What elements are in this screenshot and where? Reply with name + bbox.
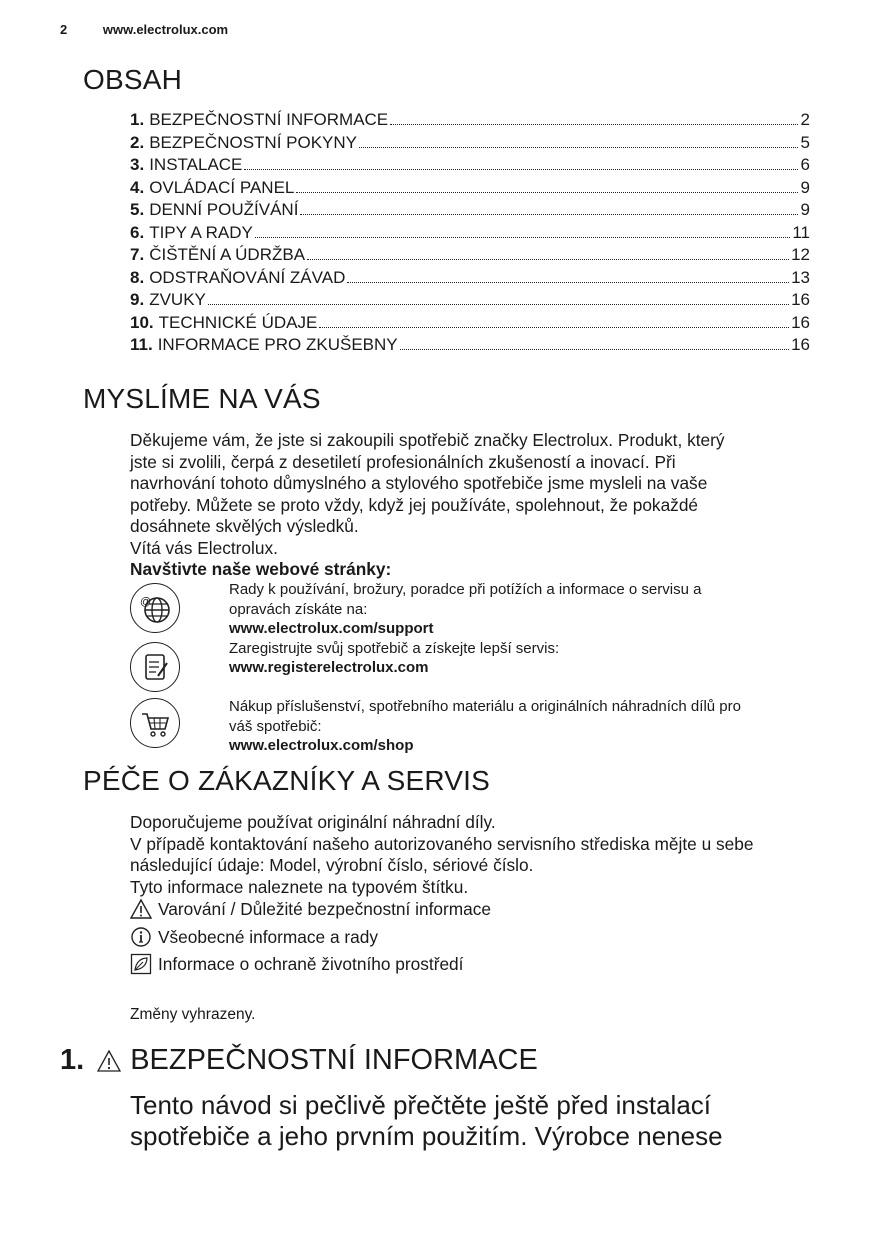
cart-icon (130, 698, 180, 748)
toc-item-number: 6. (130, 222, 145, 242)
toc-leader (319, 327, 789, 328)
text-line: navrhování tohoto důmyslného a stylového spotřebiče jsme mysleli na vaše (130, 473, 708, 493)
text-line: Tento návod si pečlivě přečtěte ještě před instalací (130, 1090, 712, 1120)
text-line: dosáhnete skvělých výsledků. (130, 516, 359, 536)
text-line: Tyto informace naleznete na typovém štítku. (130, 876, 469, 897)
toc-item-label: ODSTRAŇOVÁNÍ ZÁVAD (149, 267, 346, 287)
section-number: 1. (60, 1044, 85, 1076)
toc-item[interactable] (130, 178, 810, 201)
toc-item[interactable] (130, 133, 810, 156)
toc-item[interactable] (130, 245, 810, 268)
svg-text:@: @ (140, 596, 152, 608)
legend-text: Všeobecné informace a rady (158, 926, 378, 947)
toc-item-label: INSTALACE (149, 155, 243, 174)
toc-leader (255, 237, 791, 238)
toc-item-label: ZVUKY (149, 290, 206, 309)
toc-item-number: 7. (130, 245, 145, 264)
info-icon (130, 926, 152, 948)
toc-item[interactable] (130, 313, 810, 336)
toc-leader (390, 124, 798, 125)
text-line: váš spotřebič: (229, 717, 322, 735)
toc-item[interactable] (130, 155, 810, 178)
legend-environment (130, 953, 463, 975)
visit-label: Navštivte naše webové stránky: (130, 559, 392, 579)
thinking-title: MYSLÍME NA VÁS (83, 383, 321, 414)
toc-item-label: BEZPEČNOSTNÍ INFORMACE (149, 110, 389, 129)
warning-icon (130, 898, 152, 920)
thinking-text (130, 430, 820, 581)
changes-note: Změny vyhrazeny. (130, 1006, 256, 1023)
toc-item-label: TECHNICKÉ ÚDAJE (158, 312, 318, 332)
text-line: Rady k používání, brožury, poradce při potížích a informace o servisu a (229, 581, 702, 598)
text-line: Nákup příslušenství, spotřebního materiálu a originálních náhradních dílů pro (229, 698, 741, 715)
leaf-icon (130, 953, 152, 975)
text-line: Doporučujeme používat originální náhradní díly. (130, 812, 496, 832)
header-url[interactable]: www.electrolux.com (102, 22, 229, 37)
table-of-contents (130, 110, 810, 358)
toc-item-page: 16 (791, 335, 810, 354)
toc-item-label: DENNÍ POUŽÍVÁNÍ (149, 200, 299, 219)
text-line: Zaregistrujte svůj spotřebič a získejte lepší servis: (229, 639, 560, 657)
legend-text: Informace o ochraně životního prostředí (158, 953, 464, 974)
care-title: PÉČE O ZÁKAZNÍKY A SERVIS (83, 765, 491, 796)
text-line: následující údaje: Model, výrobní číslo, sériové číslo. (130, 855, 534, 875)
toc-item-number: 1. (130, 110, 145, 129)
text-line: Děkujeme vám, že jste si zakoupili spotřebič značky Electrolux. Produkt, který (130, 430, 725, 450)
toc-leader (244, 169, 798, 170)
toc-item-page: 9 (800, 177, 810, 197)
page-header (60, 22, 228, 37)
register-link[interactable]: www.registerelectrolux.com (229, 659, 429, 676)
globe-icon (130, 583, 180, 633)
toc-item-page: 9 (800, 200, 810, 219)
text-line: V případě kontaktování našeho autorizovaného servisního střediska mějte u sebe (130, 833, 754, 854)
shop-link[interactable]: www.electrolux.com/shop (229, 737, 414, 754)
toc-title: OBSAH (83, 64, 183, 95)
toc-item-page: 2 (800, 110, 810, 129)
toc-item-number: 9. (130, 290, 145, 309)
toc-item-page: 13 (791, 267, 810, 287)
register-icon (130, 642, 180, 692)
warning-icon (96, 1048, 122, 1074)
section-title: BEZPEČNOSTNÍ INFORMACE (130, 1044, 538, 1076)
shop-info (229, 697, 819, 756)
legend-warning (130, 898, 491, 920)
text-line: opravách získáte na: (229, 600, 368, 618)
toc-item[interactable] (130, 223, 810, 246)
toc-item-number: 5. (130, 200, 145, 219)
text-line: Vítá vás Electrolux. (130, 537, 278, 558)
text-line: jste si zvolili, čerpá z desetiletí profesionálních zkušeností a inovací. Při (130, 451, 676, 472)
support-link[interactable]: www.electrolux.com/support (229, 620, 434, 637)
section-1-heading (60, 1044, 538, 1077)
toc-item-page: 6 (800, 155, 810, 174)
toc-item-label: OVLÁDACÍ PANEL (149, 177, 295, 197)
legend-info (130, 926, 378, 948)
toc-item-page: 16 (791, 312, 810, 332)
toc-item-number: 10. (130, 312, 154, 332)
toc-leader (359, 147, 798, 148)
toc-leader (300, 214, 798, 215)
toc-item-page: 16 (791, 290, 810, 309)
page-number: 2 (60, 22, 68, 37)
text-line: potřeby. Můžete se proto vždy, když jej používáte, spolehnout, že pokaždé (130, 494, 699, 515)
toc-item[interactable] (130, 110, 810, 133)
toc-item-number: 3. (130, 155, 145, 174)
toc-item-page: 11 (792, 222, 810, 242)
support-info (229, 580, 819, 678)
toc-leader (208, 304, 789, 305)
section-1-intro (130, 1090, 830, 1152)
toc-leader (307, 259, 789, 260)
toc-leader (400, 349, 789, 350)
toc-item-number: 11. (130, 335, 153, 354)
toc-leader (296, 192, 798, 193)
toc-item[interactable] (130, 290, 810, 313)
toc-item[interactable] (130, 200, 810, 223)
toc-item-label: TIPY A RADY (149, 222, 253, 242)
toc-item-label: BEZPEČNOSTNÍ POKYNY (149, 132, 358, 152)
legend-text: Varování / Důležité bezpečnostní informace (158, 898, 492, 919)
toc-item[interactable] (130, 268, 810, 291)
toc-item[interactable] (130, 335, 810, 358)
toc-item-number: 2. (130, 132, 145, 152)
toc-item-page: 12 (791, 245, 810, 264)
toc-item-number: 4. (130, 177, 145, 197)
text-line: spotřebiče a jeho prvním použitím. Výrobce nenese (130, 1121, 723, 1151)
care-text (130, 812, 820, 898)
toc-item-label: INFORMACE PRO ZKUŠEBNY (157, 335, 398, 354)
toc-leader (347, 282, 789, 283)
toc-item-number: 8. (130, 267, 145, 287)
toc-item-label: ČIŠTĚNÍ A ÚDRŽBA (149, 245, 306, 264)
toc-item-page: 5 (800, 132, 810, 152)
